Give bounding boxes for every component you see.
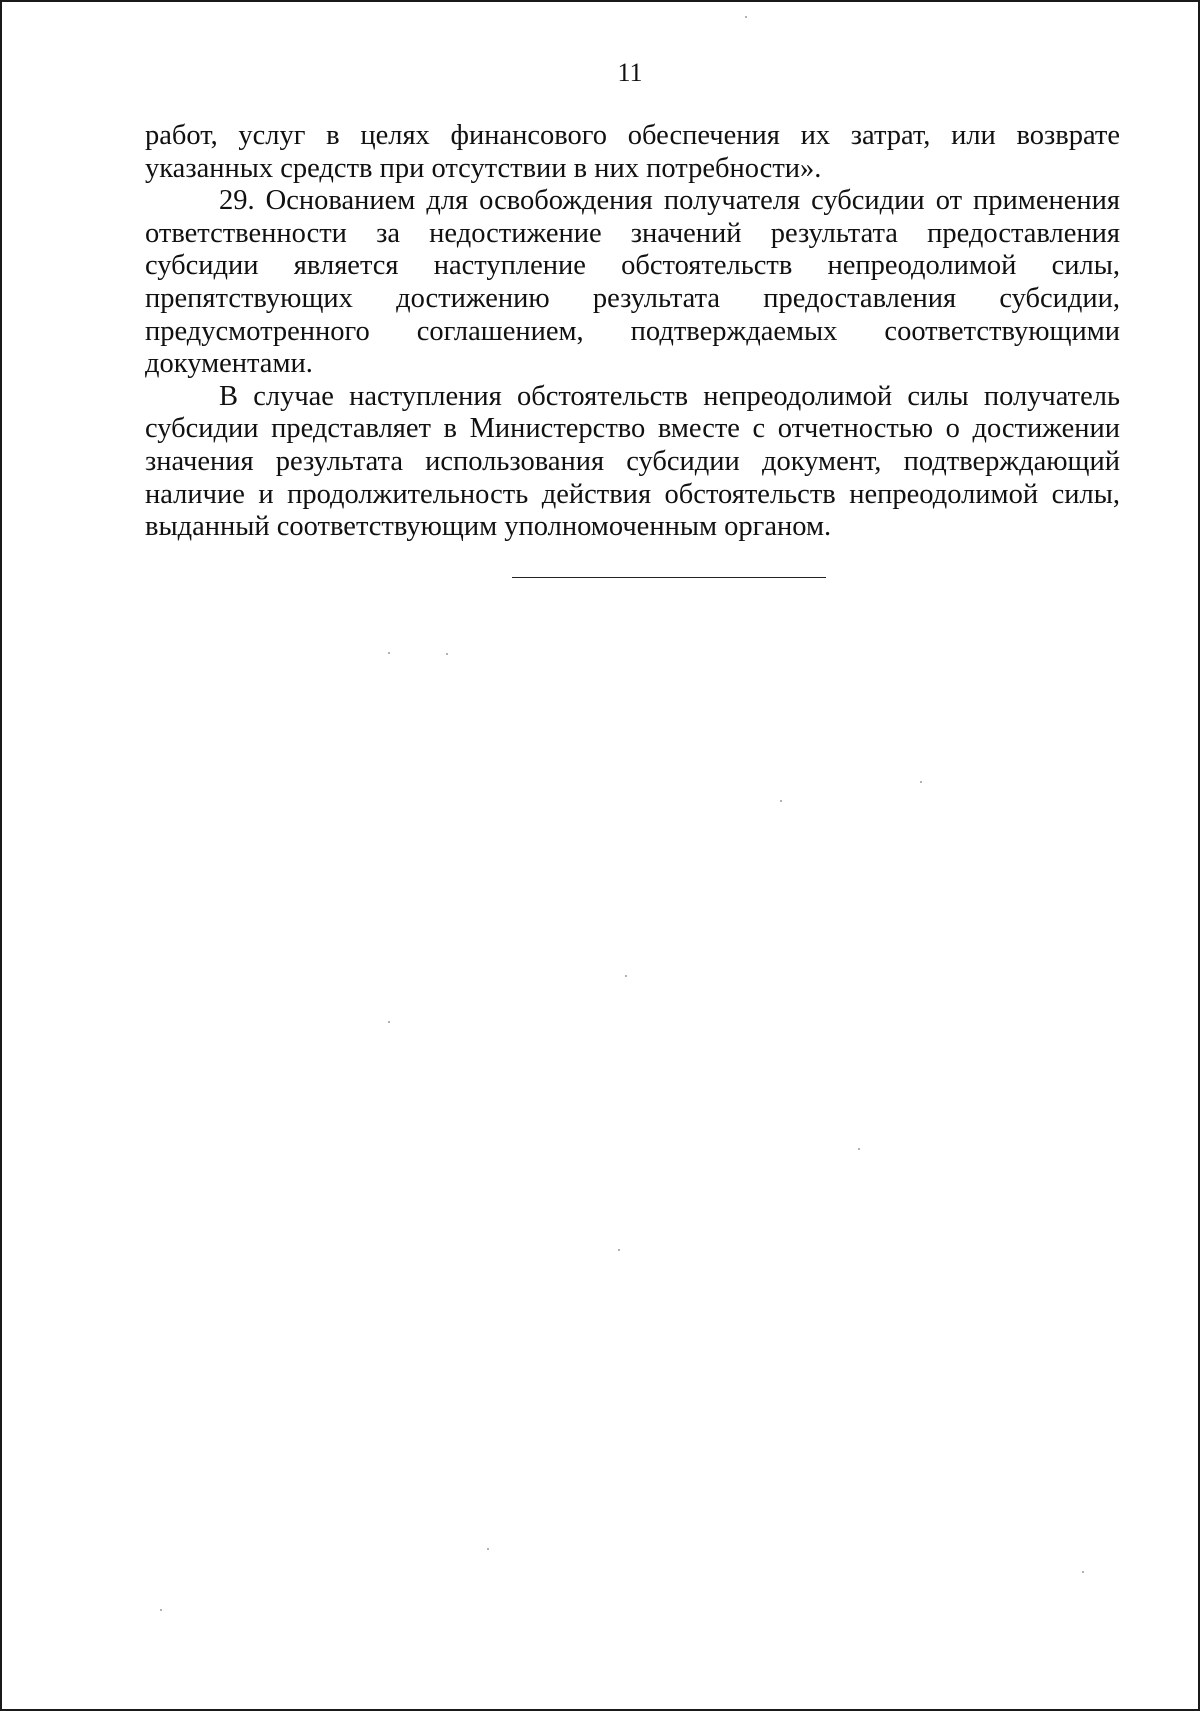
scan-speck [388, 652, 390, 654]
scan-speck [780, 800, 782, 802]
scan-speck [920, 781, 922, 783]
scan-speck [388, 1021, 390, 1023]
paragraph-continuation: работ, услуг в целях финансового обеспечения их затрат, или возврате указанных средств при отсутствии в них потребности». [145, 120, 1120, 184]
scan-speck [858, 1148, 860, 1150]
page-number: 11 [617, 58, 643, 87]
document-body [145, 120, 1120, 544]
paragraph-item-29: 29. Основанием для освобождения получателя субсидии от применения ответственности за недостижение значений результата предоставления субсидии является наступление обстоятельств непреодолимой силы, препятствующих достижению результата предоставления субсидии, предусмотренного соглашением, подтверждаемых соответствующими документами. [145, 185, 1120, 380]
paragraph-force-majeure: В случае наступления обстоятельств непреодолимой силы получатель субсидии представляет в Министерство вместе с отчетностью о достижении значения результата использования субсидии документ, подтверждающий наличие и продолжительность действия обстоятельств непреодолимой силы, выданный соответствующим уполномоченным органом. [145, 380, 1120, 543]
scan-speck [487, 1548, 489, 1550]
end-of-text-rule [512, 577, 826, 578]
scan-speck [618, 1249, 620, 1251]
scan-speck [160, 1609, 162, 1611]
scan-speck [446, 653, 448, 655]
scan-speck [745, 16, 747, 18]
scan-speck [625, 975, 627, 977]
scan-speck [1082, 1571, 1084, 1573]
